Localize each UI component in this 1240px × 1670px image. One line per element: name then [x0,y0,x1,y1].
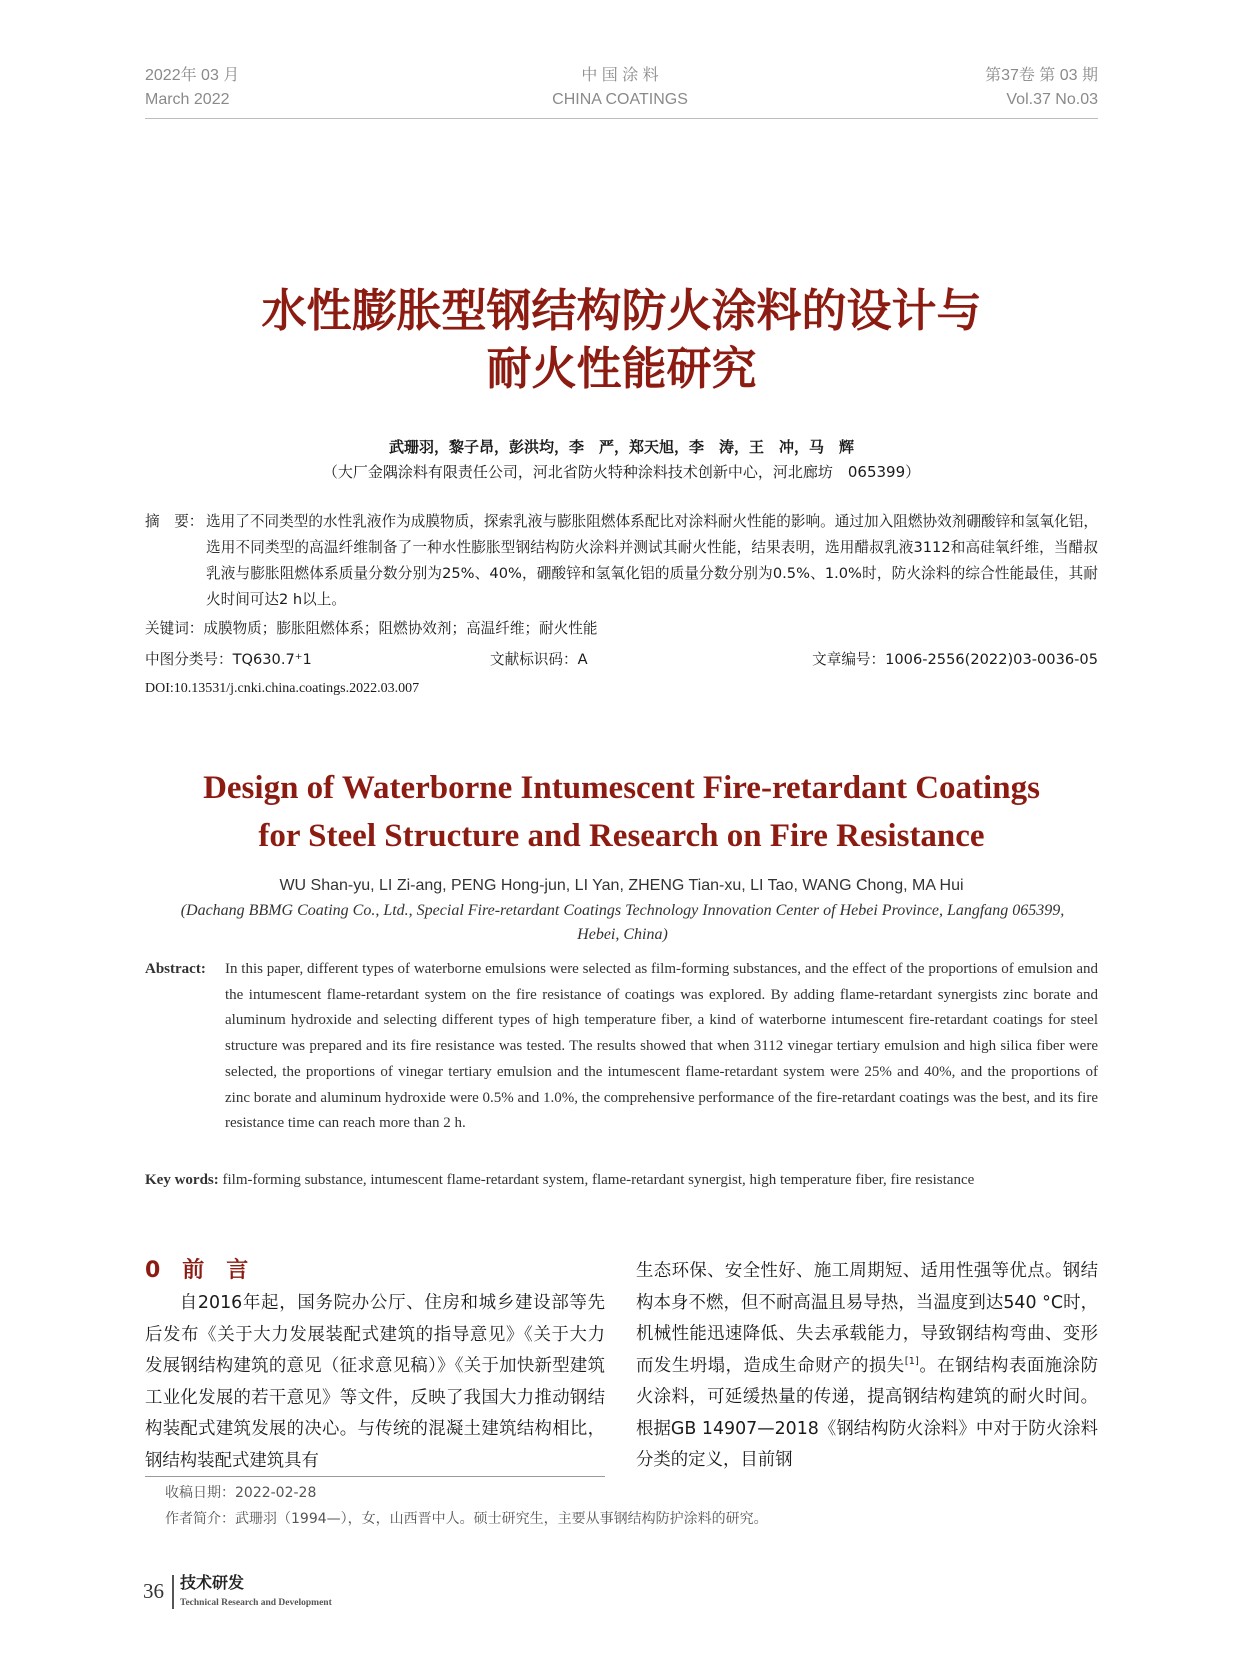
running-header-journal [500,64,740,112]
paper-title-en [145,764,1098,860]
citation-ref[interactable]: [1] [904,1355,919,1367]
abstract-en-text: In this paper, different types of waterborne emulsions were selected as film-forming substances, and the effect of the proportions of emulsion and the intumescent flame-retardant system on the fire resistance of coatings was explored. By adding flame-retardant synergists zinc borate and aluminum hydroxide and selecting different types of high temperature fiber, a kind of waterborne intumescent fire-retardant coatings for steel structure was prepared and its fire resistance was tested. The results showed that when 3112 vinegar tertiary emulsion and high silica fiber were selected, the proportions of vinegar tertiary emulsion and the intumescent flame-retardant system were 25% and 40%, and the proportions of zinc borate and aluminum hydroxide were 0.5% and 1.0%, the comprehensive performance of the fire-retardant coatings was the best, and its fire resistance time can reach more than 2 h. [225,961,1098,1132]
header-date-cn: 2022年 03 月 [145,67,240,84]
running-header-date [145,64,239,112]
doi: DOI:10.13531/j.cnki.china.coatings.2022.03.007 [145,681,420,696]
body-right-text-2: 。在钢结构表面施涂防火涂料，可延缓热量的传递，提高钢结构建筑的耐火时间。根据GB 14907—2018《钢结构防火涂料》中对于防火涂料分类的定义，目前钢 [636,1355,1098,1470]
keywords-en-label: Key words: [145,1172,219,1188]
header-date-en: March 2022 [145,91,230,108]
abstract-en-label: Abstract: [145,961,206,977]
abstract-cn-text: 选用了不同类型的水性乳液作为成膜物质，探索乳液与膨胀阻燃体系配比对涂料耐火性能的影响。通过加入阻燃协效剂硼酸锌和氢氧化铝，选用不同类型的高温纤维制备了一种水性膨胀型钢结构防火涂料并测试其耐火性能，结果表明，选用醋叔乳液3112和高硅氧纤维，当醋叔乳液与膨胀阻燃体系质量分数分别为25%、40%，硼酸锌和氢氧化铝的质量分数分别为0.5%、1.0%时，防火涂料的综合性能最佳，其耐火时间可达2 h以上。 [206,513,1098,608]
paper-title-en-line2: for Steel Structure and Research on Fire Resistance [258,818,985,854]
paper-title-en-line1: Design of Waterborne Intumescent Fire-retardant Coatings [203,770,1040,806]
body-right-text-1: 生态环保、安全性好、施工周期短、适用性强等优点。钢结构本身不燃，但不耐高温且易导热，当温度到达540 °C时，机械性能迅速降低、失去承载能力，导致钢结构弯曲、变形而发生坍塌，造成生命财产的损失 [636,1261,1098,1376]
author-bio: 作者简介：武珊羽（1994—），女，山西晋中人。硕士研究生，主要从事钢结构防护涂料的研究。 [165,1511,768,1527]
paper-title-cn-line2: 耐火性能研究 [486,342,757,395]
authors-cn: 武珊羽，黎子昂，彭洪均，李 严，郑天旭，李 涛，王 冲，马 辉 [388,438,854,456]
body-column-right [636,1256,1098,1477]
keywords-cn [145,617,1098,641]
body-column-left: 自2016年起，国务院办公厅、住房和城乡建设部等先后发布《关于大力发展装配式建筑的指导意见》《关于大力发展钢结构建筑的意见（征求意见稿）》《关于加快新型建筑工业化发展的若干意见》等文件，反映了我国大力推动钢结构装配式建筑发展的决心。与传统的混凝土建筑结构相比，钢结构装配式建筑具有 [145,1293,605,1471]
paper-title-cn-line1: 水性膨胀型钢结构防火涂料的设计与 [261,284,982,337]
abstract-cn-label: 摘 要： [145,513,204,530]
page-number: 36 [143,1579,164,1603]
affiliation-cn: （大厂金隅涂料有限责任公司，河北省防火特种涂料技术创新中心，河北廊坊 065399） [322,463,921,481]
document-code: 文献标识码：A [490,651,588,668]
footer-section-en: Technical Research and Development [180,1598,332,1608]
keywords-en [145,1168,1098,1192]
article-number: 文章编号：1006-2556(2022)03-0036-05 [812,651,1098,668]
footnote-divider [145,1476,605,1477]
clc-number: 中图分类号：TQ630.7⁺1 [145,651,312,668]
paper-title-cn [145,282,1098,398]
abstract-cn [145,509,1098,613]
header-journal-en: CHINA COATINGS [552,91,688,108]
header-issue-cn: 第37卷 第 03 期 [985,67,1098,84]
footer-section-cn: 技术研发 [180,1573,245,1592]
header-journal-cn: 中 国 涂 料 [581,67,659,84]
keywords-cn-label: 关键词： [145,620,204,637]
header-issue-en: Vol.37 No.03 [1006,91,1098,108]
received-date: 收稿日期：2022-02-28 [165,1485,317,1501]
authors-en: WU Shan-yu, LI Zi-ang, PENG Hong-jun, LI Yan, ZHENG Tian-xu, LI Tao, WANG Chong, MA Hui [279,877,964,894]
section-heading-introduction: 0 前 言 [145,1258,249,1283]
footer-bar [172,1575,174,1609]
keywords-cn-text: 成膜物质；膨胀阻燃体系；阻燃协效剂；高温纤维；耐火性能 [203,620,598,637]
keywords-en-text: film-forming substance, intumescent flame-retardant system, flame-retardant synergist, high temperature fiber, fire resistance [222,1172,975,1188]
header-divider [145,118,1098,119]
affiliation-en: (Dachang BBMG Coating Co., Ltd., Special Fire-retardant Coatings Technology Innovation Center of Hebei Province, Langfang 065399, Hebei, China) [180,902,1065,943]
running-header-issue [985,64,1098,112]
abstract-en [145,957,1098,1137]
